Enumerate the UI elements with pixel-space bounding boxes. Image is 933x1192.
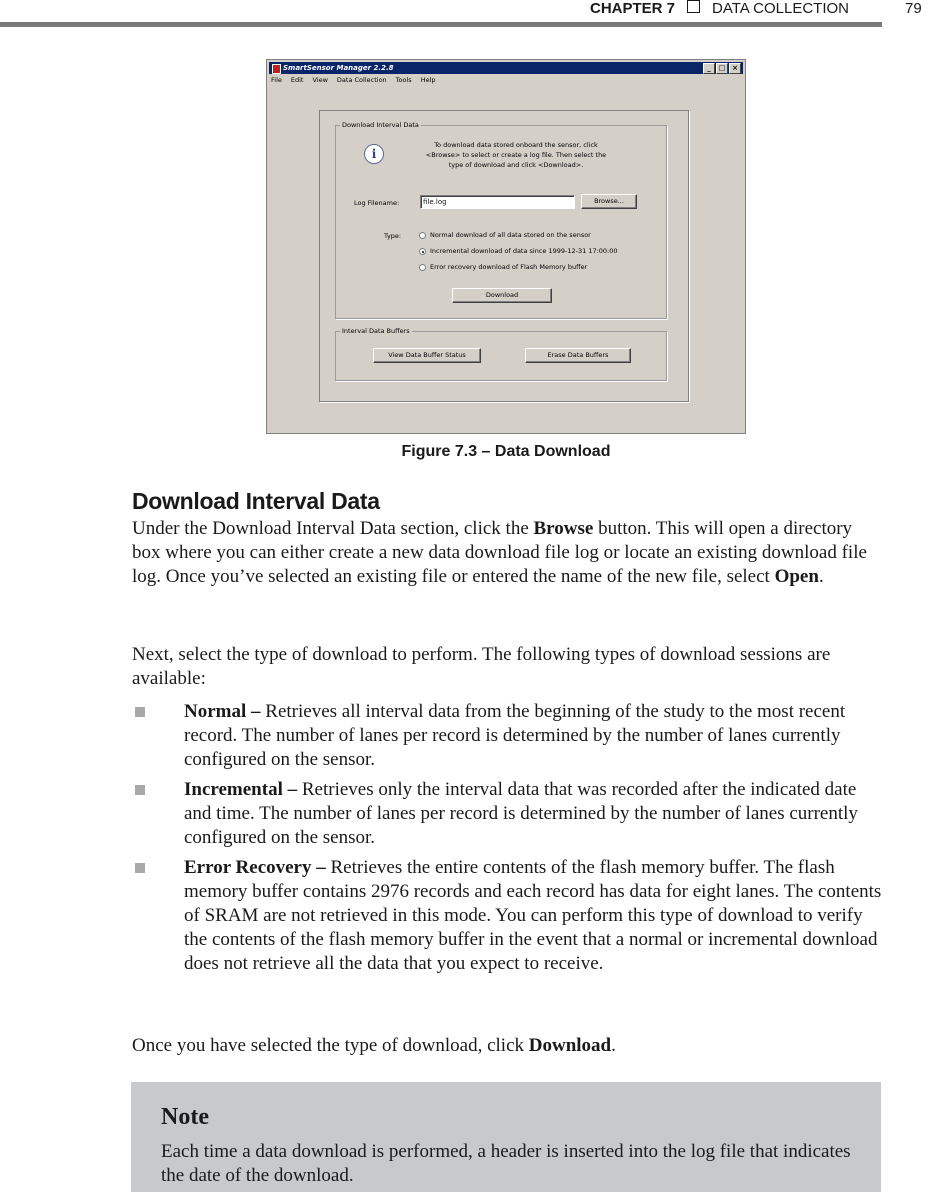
list-item — [132, 778, 882, 850]
text-run: . — [611, 1035, 616, 1056]
window-titlebar — [269, 62, 743, 74]
info-line: To download data stored onboard the sensor, click — [434, 141, 598, 149]
bullet-term: Incremental – — [184, 779, 298, 800]
square-bullet-icon — [135, 707, 145, 717]
menu-view[interactable]: View — [312, 76, 328, 84]
list-item — [132, 700, 882, 772]
bullet-text: Retrieves all interval data from the beginning of the study to the most recent record. The number of lanes per record is determined by the number of lanes currently configured on the sensor. — [184, 701, 846, 770]
minimize-button[interactable]: _ — [703, 63, 715, 74]
radio-error-recovery[interactable] — [419, 264, 426, 271]
download-button[interactable]: Download — [452, 288, 552, 303]
radio-incremental-label: Incremental download of data since 1999-12-31 17:00:00 — [430, 247, 618, 255]
list-item — [132, 856, 882, 976]
text-run: button. This will open a directory box where you can either create a new data download file log or locate an existing download file log. Once you’ve selected an existing file or entered the name of the new file, select — [132, 518, 867, 587]
bullet-text: Retrieves the entire contents of the flash memory buffer. The flash memory buffer contains 2976 records and each record has data for eight lanes. The contents of SRAM are not retrieved in this mode. You can perform this type of download to verify the contents of the flash memory buffer in the event that a normal or incremental download does not retrieve all the data that you expect to receive. — [184, 857, 882, 974]
text-run: . — [818, 566, 824, 587]
square-bullet-icon — [135, 785, 145, 795]
text-run: Once you have selected the type of download, click — [132, 1035, 529, 1056]
header-rule — [0, 22, 882, 27]
bold-run: Open — [774, 566, 819, 587]
note-box — [131, 1082, 881, 1192]
app-window-screenshot — [266, 59, 746, 434]
menu-file[interactable]: File — [271, 76, 282, 84]
bold-run: Download — [528, 1035, 612, 1056]
square-bullet-icon — [135, 863, 145, 873]
figure-caption: Figure 7.3 – Data Download — [401, 443, 611, 460]
menu-help[interactable]: Help — [420, 76, 436, 84]
menu-tools[interactable]: Tools — [395, 76, 412, 84]
bullet-text: Retrieves only the interval data that was recorded after the indicated date and time. The number of lanes per record is determined by the number of lanes currently configured on the sensor. — [184, 779, 858, 848]
menu-edit[interactable]: Edit — [290, 76, 304, 84]
radio-error-recovery-label: Error recovery download of Flash Memory buffer — [430, 263, 588, 271]
log-filename-label: Log Filename: — [354, 199, 400, 207]
chapter-label: CHAPTER 7 — [590, 0, 676, 17]
info-line: type of download and click <Download>. — [448, 161, 584, 169]
bold-run: Browse — [533, 518, 594, 539]
browse-button[interactable]: Browse... — [581, 194, 637, 209]
app-icon — [272, 64, 281, 74]
running-header — [590, 0, 849, 17]
close-button[interactable]: × — [729, 63, 741, 74]
client-frame — [319, 110, 689, 402]
view-data-buffer-status-button[interactable]: View Data Buffer Status — [373, 348, 481, 363]
download-types-list — [132, 700, 882, 982]
menu-data-collection[interactable]: Data Collection — [336, 76, 387, 84]
info-text — [416, 140, 616, 170]
maximize-button[interactable]: □ — [716, 63, 728, 74]
radio-incremental[interactable] — [419, 248, 426, 255]
type-label: Type: — [384, 232, 402, 240]
paragraph-download — [132, 1034, 882, 1058]
bullet-term: Normal – — [184, 701, 261, 722]
paragraph-types-intro: Next, select the type of download to perform. The following types of download sessions are available: — [132, 644, 831, 689]
group-label: Interval Data Buffers — [342, 327, 410, 335]
erase-data-buffers-button[interactable]: Erase Data Buffers — [525, 348, 631, 363]
text-run: Under the Download Interval Data section, click the — [132, 518, 534, 539]
radio-normal[interactable] — [419, 232, 426, 239]
square-separator-icon — [687, 0, 700, 13]
section-label: DATA COLLECTION — [712, 0, 849, 17]
radio-normal-label: Normal download of all data stored on the sensor — [430, 231, 591, 239]
note-title: Note — [161, 1104, 209, 1130]
section-title: Download Interval Data — [132, 488, 380, 514]
window-title: SmartSensor Manager 2.2.8 — [283, 64, 394, 72]
note-body: Each time a data download is performed, a header is inserted into the log file that indicates the date of the download. — [161, 1141, 851, 1186]
page-number: 79 — [905, 0, 922, 17]
download-interval-data-group — [335, 121, 667, 319]
menu-bar — [271, 76, 436, 84]
info-line: <Browse> to select or create a log file. Then select the — [425, 151, 607, 159]
interval-data-buffers-group — [335, 327, 667, 381]
bullet-term: Error Recovery – — [184, 857, 326, 878]
info-icon: i — [364, 144, 384, 164]
log-filename-input[interactable]: file.log — [420, 195, 575, 209]
paragraph-browse — [132, 517, 882, 589]
group-label: Download Interval Data — [342, 121, 419, 129]
